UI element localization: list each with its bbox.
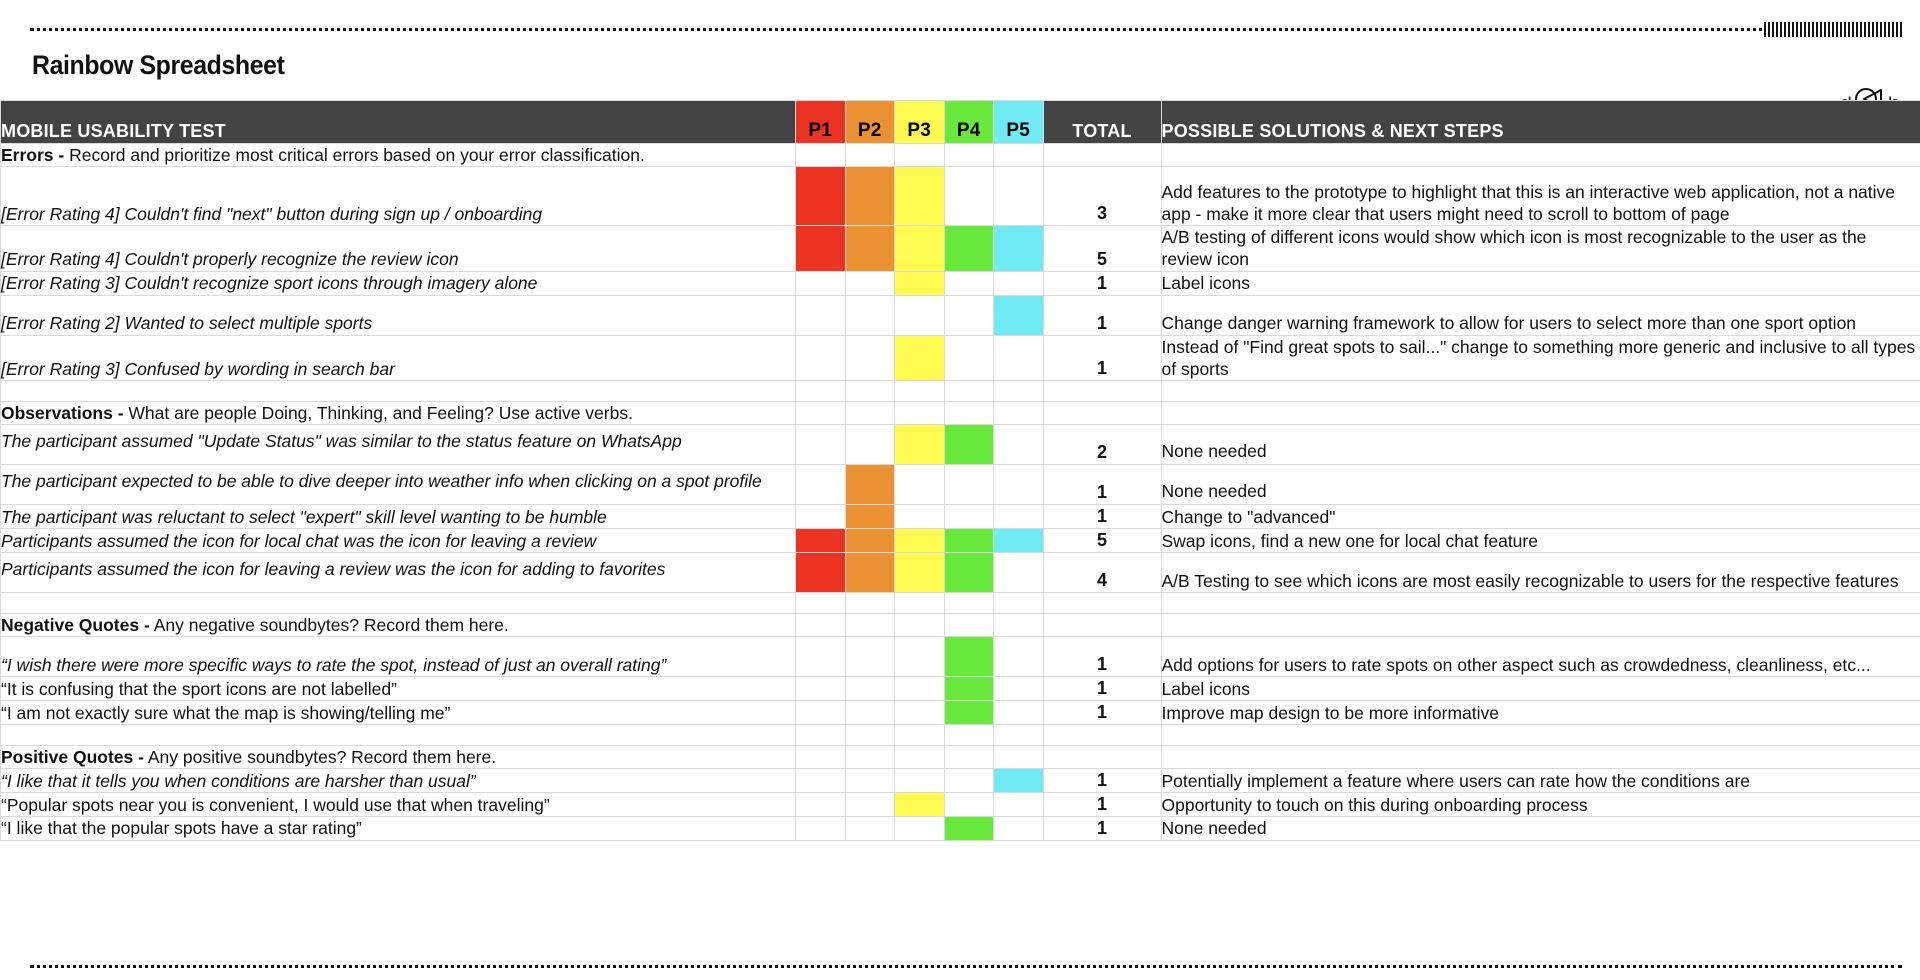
participant-cell-p2[interactable]: [845, 724, 895, 745]
participant-cell-p5[interactable]: [994, 613, 1044, 636]
participant-cell-p4[interactable]: [944, 592, 994, 613]
participant-cell-p2[interactable]: [845, 637, 895, 677]
column-header-p1: P1: [796, 101, 846, 144]
solution-cell: None needed: [1161, 816, 1920, 840]
table-row: [1, 700, 1920, 724]
participant-cell-p5[interactable]: [994, 465, 1044, 505]
table-row: [1, 552, 1920, 592]
table-row: [1, 677, 1920, 701]
total-cell: 4: [1043, 552, 1161, 592]
section-label-rest: Any negative soundbytes? Record them here.: [149, 614, 509, 635]
participant-cell-p2[interactable]: [845, 769, 895, 793]
column-header-item: MOBILE USABILITY TEST: [1, 101, 796, 144]
participant-cell-p2[interactable]: [845, 592, 895, 613]
participant-cell-p4[interactable]: [944, 226, 994, 271]
participant-cell-p3[interactable]: [895, 226, 945, 271]
participant-cell-p5[interactable]: [994, 295, 1044, 335]
participant-cell-p5[interactable]: [994, 144, 1044, 167]
total-cell: 3: [1043, 167, 1161, 226]
table-row: [1, 295, 1920, 335]
participant-cell-p4[interactable]: [944, 271, 994, 295]
participant-cell-p2[interactable]: [845, 745, 895, 768]
participant-cell-p4[interactable]: [944, 380, 994, 401]
section-label-lead: Observations -: [1, 402, 124, 423]
participant-cell-p5[interactable]: [994, 226, 1044, 271]
participant-cell-p3[interactable]: [895, 677, 945, 701]
total-cell: 1: [1043, 637, 1161, 677]
solution-cell: Add options for users to rate spots on other aspect such as crowdedness, cleanliness, etc...: [1161, 637, 1920, 677]
participant-cell-p4[interactable]: [944, 465, 994, 505]
total-cell: 1: [1043, 271, 1161, 295]
section-header-row: [1, 745, 1920, 768]
finding-label: The participant assumed "Update Status" was similar to the status feature on WhatsApp: [1, 425, 796, 465]
table-row: [1, 271, 1920, 295]
solution-cell: None needed: [1161, 465, 1920, 505]
spacer-row: [1, 592, 1920, 613]
finding-label: [Error Rating 4] Couldn't find "next" button during sign up / onboarding: [1, 167, 796, 226]
participant-cell-p4[interactable]: [944, 552, 994, 592]
participant-cell-p5[interactable]: [994, 167, 1044, 226]
total-cell: [1043, 613, 1161, 636]
participant-cell-p2[interactable]: [845, 700, 895, 724]
participant-cell-p2[interactable]: [845, 295, 895, 335]
solution-cell: Label icons: [1161, 677, 1920, 701]
table-header-row: [1, 101, 1920, 144]
participant-cell-p1[interactable]: [796, 677, 846, 701]
spacer-cell: [1, 380, 796, 401]
participant-cell-p5[interactable]: [994, 401, 1044, 424]
finding-label: [Error Rating 4] Couldn't properly recognize the review icon: [1, 226, 796, 271]
participant-cell-p5[interactable]: [994, 700, 1044, 724]
finding-label: “I am not exactly sure what the map is showing/telling me”: [1, 700, 796, 724]
participant-cell-p1[interactable]: [796, 700, 846, 724]
participant-cell-p5[interactable]: [994, 271, 1044, 295]
spacer-row: [1, 380, 1920, 401]
participant-cell-p2[interactable]: [845, 167, 895, 226]
participant-cell-p5[interactable]: [994, 724, 1044, 745]
participant-cell-p3[interactable]: [895, 335, 945, 380]
total-cell: [1043, 745, 1161, 768]
solution-cell: [1161, 592, 1920, 613]
participant-cell-p5[interactable]: [994, 769, 1044, 793]
table-row: [1, 505, 1920, 529]
participant-cell-p2[interactable]: [845, 505, 895, 529]
participant-cell-p3[interactable]: [895, 380, 945, 401]
solution-cell: [1161, 724, 1920, 745]
participant-cell-p2[interactable]: [845, 677, 895, 701]
table-row: [1, 816, 1920, 840]
participant-cell-p4[interactable]: [944, 816, 994, 840]
finding-label: Participants assumed the icon for leaving a review was the icon for adding to favorites: [1, 552, 796, 592]
top-dotted-divider: [30, 28, 1902, 31]
participant-cell-p4[interactable]: [944, 637, 994, 677]
solution-cell: None needed: [1161, 425, 1920, 465]
total-cell: 1: [1043, 700, 1161, 724]
section-label: [1, 745, 796, 768]
finding-label: “Popular spots near you is convenient, I would use that when traveling”: [1, 792, 796, 816]
participant-cell-p2[interactable]: [845, 335, 895, 380]
participant-cell-p2[interactable]: [845, 226, 895, 271]
usability-test-table: [0, 100, 1920, 841]
participant-cell-p4[interactable]: [944, 144, 994, 167]
participant-cell-p2[interactable]: [845, 380, 895, 401]
participant-cell-p5[interactable]: [994, 745, 1044, 768]
solution-cell: Change danger warning framework to allow for users to select more than one sport option: [1161, 295, 1920, 335]
solution-cell: Label icons: [1161, 271, 1920, 295]
participant-cell-p2[interactable]: [845, 613, 895, 636]
participant-cell-p1[interactable]: [796, 425, 846, 465]
participant-cell-p2[interactable]: [845, 816, 895, 840]
participant-cell-p5[interactable]: [994, 552, 1044, 592]
participant-cell-p1[interactable]: [796, 167, 846, 226]
participant-cell-p5[interactable]: [994, 592, 1044, 613]
participant-cell-p3[interactable]: [895, 505, 945, 529]
table-row: [1, 226, 1920, 271]
participant-cell-p3[interactable]: [895, 401, 945, 424]
table-row: [1, 637, 1920, 677]
solution-cell: Add features to the prototype to highlight that this is an interactive web application, not a native app - make it more clear that users might need to scroll to bottom of page: [1161, 167, 1920, 226]
participant-cell-p5[interactable]: [994, 505, 1044, 529]
finding-label: [Error Rating 2] Wanted to select multiple sports: [1, 295, 796, 335]
section-label: [1, 401, 796, 424]
section-label-lead: Errors -: [1, 145, 65, 165]
total-cell: 1: [1043, 295, 1161, 335]
participant-cell-p1[interactable]: [796, 637, 846, 677]
table-row: [1, 529, 1920, 553]
participant-cell-p4[interactable]: [944, 745, 994, 768]
total-cell: 1: [1043, 769, 1161, 793]
total-cell: [1043, 380, 1161, 401]
participant-cell-p2[interactable]: [845, 401, 895, 424]
total-cell: [1043, 144, 1161, 167]
spacer-cell: [1, 724, 796, 745]
solution-cell: [1161, 745, 1920, 768]
column-header-p4: P4: [944, 101, 994, 144]
total-cell: 1: [1043, 465, 1161, 505]
top-dense-tick-divider: [1764, 22, 1902, 37]
section-label-lead: Negative Quotes -: [1, 614, 150, 635]
section-label: [1, 144, 796, 167]
solution-cell: Opportunity to touch on this during onboarding process: [1161, 792, 1920, 816]
table-row: [1, 769, 1920, 793]
participant-cell-p3[interactable]: [895, 816, 945, 840]
participant-cell-p1[interactable]: [796, 401, 846, 424]
solution-cell: Change to "advanced": [1161, 505, 1920, 529]
participant-cell-p4[interactable]: [944, 295, 994, 335]
participant-cell-p4[interactable]: [944, 724, 994, 745]
participant-cell-p2[interactable]: [845, 271, 895, 295]
participant-cell-p3[interactable]: [895, 592, 945, 613]
participant-cell-p2[interactable]: [845, 144, 895, 167]
table-row: [1, 335, 1920, 380]
participant-cell-p1[interactable]: [796, 505, 846, 529]
participant-cell-p4[interactable]: [944, 425, 994, 465]
participant-cell-p4[interactable]: [944, 613, 994, 636]
section-header-row: [1, 613, 1920, 636]
participant-cell-p4[interactable]: [944, 529, 994, 553]
total-cell: 1: [1043, 505, 1161, 529]
solution-cell: [1161, 380, 1920, 401]
participant-cell-p4[interactable]: [944, 335, 994, 380]
column-header-total: TOTAL: [1043, 101, 1161, 144]
section-header-row: [1, 401, 1920, 424]
column-header-solutions: POSSIBLE SOLUTIONS & NEXT STEPS: [1161, 101, 1920, 144]
participant-cell-p5[interactable]: [994, 425, 1044, 465]
solution-cell: [1161, 401, 1920, 424]
finding-label: “I wish there were more specific ways to rate the spot, instead of just an overall rating”: [1, 637, 796, 677]
solution-cell: Instead of "Find great spots to sail..." change to something more generic and inclusive to all types of sports: [1161, 335, 1920, 380]
participant-cell-p3[interactable]: [895, 295, 945, 335]
participant-cell-p2[interactable]: [845, 552, 895, 592]
total-cell: [1043, 724, 1161, 745]
participant-cell-p4[interactable]: [944, 792, 994, 816]
solution-cell: [1161, 144, 1920, 167]
participant-cell-p3[interactable]: [895, 271, 945, 295]
participant-cell-p3[interactable]: [895, 769, 945, 793]
participant-cell-p3[interactable]: [895, 167, 945, 226]
participant-cell-p1[interactable]: [796, 816, 846, 840]
finding-label: “It is confusing that the sport icons are not labelled”: [1, 677, 796, 701]
total-cell: 1: [1043, 677, 1161, 701]
column-header-p5: P5: [994, 101, 1044, 144]
participant-cell-p2[interactable]: [845, 792, 895, 816]
participant-cell-p4[interactable]: [944, 167, 994, 226]
section-label: [1, 613, 796, 636]
solution-cell: Potentially implement a feature where users can rate how the conditions are: [1161, 769, 1920, 793]
participant-cell-p4[interactable]: [944, 769, 994, 793]
participant-cell-p1[interactable]: [796, 552, 846, 592]
finding-label: “I like that the popular spots have a star rating”: [1, 816, 796, 840]
section-header-row: [1, 144, 1920, 167]
participant-cell-p5[interactable]: [994, 335, 1044, 380]
total-cell: 5: [1043, 226, 1161, 271]
solution-cell: Swap icons, find a new one for local chat feature: [1161, 529, 1920, 553]
table-row: [1, 425, 1920, 465]
total-cell: 1: [1043, 792, 1161, 816]
section-label-rest: Record and prioritize most critical errors based on your error classification.: [64, 145, 645, 165]
participant-cell-p3[interactable]: [895, 792, 945, 816]
total-cell: 5: [1043, 529, 1161, 553]
total-cell: 1: [1043, 816, 1161, 840]
spacer-cell: [1, 592, 796, 613]
participant-cell-p3[interactable]: [895, 745, 945, 768]
page-title: Rainbow Spreadsheet: [32, 50, 285, 80]
participant-cell-p4[interactable]: [944, 700, 994, 724]
participant-cell-p5[interactable]: [994, 380, 1044, 401]
participant-cell-p1[interactable]: [796, 592, 846, 613]
participant-cell-p1[interactable]: [796, 271, 846, 295]
finding-label: Participants assumed the icon for local chat was the icon for leaving a review: [1, 529, 796, 553]
participant-cell-p1[interactable]: [796, 613, 846, 636]
finding-label: [Error Rating 3] Couldn't recognize sport icons through imagery alone: [1, 271, 796, 295]
total-cell: 1: [1043, 335, 1161, 380]
participant-cell-p1[interactable]: [796, 380, 846, 401]
total-cell: [1043, 592, 1161, 613]
section-label-lead: Positive Quotes -: [1, 746, 144, 767]
participant-cell-p3[interactable]: [895, 552, 945, 592]
participant-cell-p1[interactable]: [796, 465, 846, 505]
section-label-rest: Any positive soundbytes? Record them here.: [143, 746, 497, 767]
participant-cell-p5[interactable]: [994, 529, 1044, 553]
participant-cell-p1[interactable]: [796, 144, 846, 167]
participant-cell-p5[interactable]: [994, 792, 1044, 816]
participant-cell-p3[interactable]: [895, 637, 945, 677]
participant-cell-p1[interactable]: [796, 226, 846, 271]
participant-cell-p5[interactable]: [994, 677, 1044, 701]
participant-cell-p3[interactable]: [895, 724, 945, 745]
participant-cell-p3[interactable]: [895, 425, 945, 465]
solution-cell: A/B testing of different icons would show which icon is most recognizable to the user as the review icon: [1161, 226, 1920, 271]
column-header-p2: P2: [845, 101, 895, 144]
table-row: [1, 792, 1920, 816]
table-body: [1, 144, 1920, 841]
participant-cell-p1[interactable]: [796, 724, 846, 745]
participant-cell-p1[interactable]: [796, 745, 846, 768]
participant-cell-p4[interactable]: [944, 401, 994, 424]
total-cell: 2: [1043, 425, 1161, 465]
solution-cell: Improve map design to be more informative: [1161, 700, 1920, 724]
participant-cell-p1[interactable]: [796, 529, 846, 553]
solution-cell: [1161, 613, 1920, 636]
participant-cell-p1[interactable]: [796, 792, 846, 816]
finding-label: The participant was reluctant to select "expert" skill level wanting to be humble: [1, 505, 796, 529]
participant-cell-p4[interactable]: [944, 677, 994, 701]
finding-label: The participant expected to be able to dive deeper into weather info when clicking on a spot profile: [1, 465, 796, 505]
participant-cell-p5[interactable]: [994, 816, 1044, 840]
title-bar: [0, 42, 1920, 94]
participant-cell-p1[interactable]: [796, 295, 846, 335]
table-row: [1, 167, 1920, 226]
participant-cell-p1[interactable]: [796, 769, 846, 793]
participant-cell-p1[interactable]: [796, 335, 846, 380]
participant-cell-p2[interactable]: [845, 425, 895, 465]
participant-cell-p3[interactable]: [895, 613, 945, 636]
finding-label: “I like that it tells you when conditions are harsher than usual”: [1, 769, 796, 793]
finding-label: [Error Rating 3] Confused by wording in search bar: [1, 335, 796, 380]
section-label-rest: What are people Doing, Thinking, and Feeling? Use active verbs.: [123, 402, 633, 423]
participant-cell-p3[interactable]: [895, 465, 945, 505]
table-row: [1, 465, 1920, 505]
solution-cell: A/B Testing to see which icons are most easily recognizable to users for the respective features: [1161, 552, 1920, 592]
participant-cell-p3[interactable]: [895, 700, 945, 724]
total-cell: [1043, 401, 1161, 424]
bottom-dotted-divider: [30, 965, 1902, 968]
participant-cell-p4[interactable]: [944, 505, 994, 529]
participant-cell-p2[interactable]: [845, 465, 895, 505]
participant-cell-p3[interactable]: [895, 144, 945, 167]
participant-cell-p2[interactable]: [845, 529, 895, 553]
column-header-p3: P3: [895, 101, 945, 144]
participant-cell-p5[interactable]: [994, 637, 1044, 677]
participant-cell-p3[interactable]: [895, 529, 945, 553]
spacer-row: [1, 724, 1920, 745]
